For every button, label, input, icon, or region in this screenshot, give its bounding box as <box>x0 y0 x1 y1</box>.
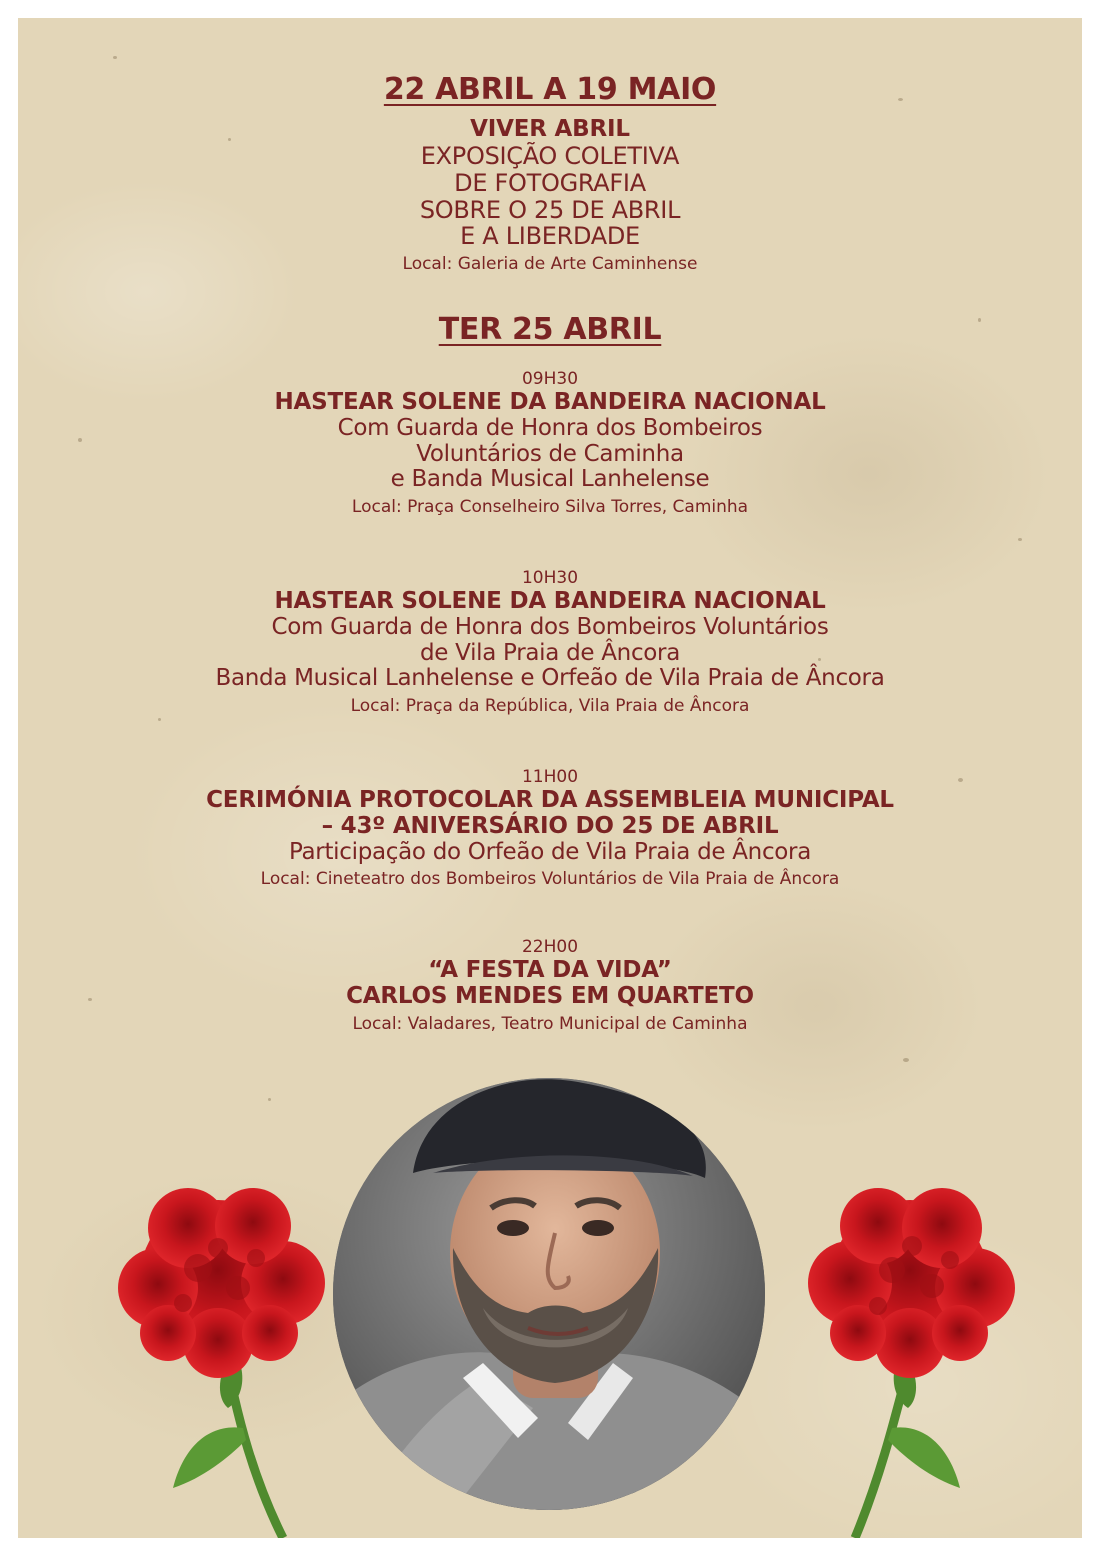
day-date-heading: TER 25 ABRIL <box>438 312 662 347</box>
event-location: Local: Praça da República, Vila Praia de Âncora <box>350 696 750 717</box>
event-block <box>18 370 1082 517</box>
event-description-line: Com Guarda de Honra dos Bombeiros Voluntários <box>271 613 829 640</box>
event-location: Local: Cineteatro dos Bombeiros Voluntários de Vila Praia de Âncora <box>260 869 840 890</box>
paper-speck <box>268 1098 271 1101</box>
paper-speck <box>1018 538 1022 541</box>
event-title: HASTEAR SOLENE DA BANDEIRA NACIONAL <box>274 588 826 615</box>
event-description-line: Banda Musical Lanhelense e Orfeão de Vila Praia de Âncora <box>215 665 885 692</box>
day-section <box>18 312 1082 347</box>
event-description-line: Participação do Orfeão de Vila Praia de Âncora <box>288 838 812 865</box>
event-description-line: e Banda Musical Lanhelense <box>390 466 710 493</box>
exhibition-description-line: SOBRE O 25 DE ABRIL <box>419 195 681 224</box>
exhibition-title: VIVER ABRIL <box>470 116 630 142</box>
exhibition-description-line: E A LIBERDADE <box>460 222 640 251</box>
event-description-line: Com Guarda de Honra dos Bombeiros <box>337 414 763 441</box>
portrait-photo <box>333 1078 765 1510</box>
event-time: 10H30 <box>521 568 579 588</box>
event-location: Local: Praça Conselheiro Silva Torres, Caminha <box>351 497 749 518</box>
event-title: HASTEAR SOLENE DA BANDEIRA NACIONAL <box>274 389 826 416</box>
paper-speck <box>903 1058 909 1062</box>
exhibition-date-heading: 22 ABRIL A 19 MAIO <box>383 72 717 107</box>
left-carnation-icon <box>78 1158 358 1538</box>
event-location: Local: Valadares, Teatro Municipal de Caminha <box>352 1013 748 1034</box>
event-time: 22H00 <box>521 937 579 957</box>
event-time: 11H00 <box>521 767 579 787</box>
exhibition-location: Local: Galeria de Arte Caminhense <box>402 254 698 275</box>
event-title: CARLOS MENDES EM QUARTETO <box>346 982 754 1009</box>
exhibition-description-line: EXPOSIÇÃO COLETIVA <box>420 141 680 170</box>
right-carnation-icon <box>770 1158 1050 1538</box>
exhibition-section <box>18 72 1082 274</box>
event-description-line: Voluntários de Caminha <box>416 440 684 467</box>
paper-speck <box>158 718 161 721</box>
poster <box>18 18 1082 1538</box>
event-title: – 43º ANIVERSÁRIO DO 25 DE ABRIL <box>321 812 779 839</box>
portrait-illustration <box>333 1078 765 1510</box>
event-title: “A FESTA DA VIDA” <box>428 957 672 984</box>
event-block <box>18 569 1082 716</box>
exhibition-description-line: DE FOTOGRAFIA <box>454 168 646 197</box>
event-time: 09H30 <box>521 369 579 389</box>
event-description-line: de Vila Praia de Âncora <box>419 639 681 666</box>
event-block <box>18 938 1082 1034</box>
paper-speck <box>113 56 117 59</box>
event-block <box>18 768 1082 889</box>
event-title: CERIMÓNIA PROTOCOLAR DA ASSEMBLEIA MUNICIPAL <box>206 787 894 814</box>
